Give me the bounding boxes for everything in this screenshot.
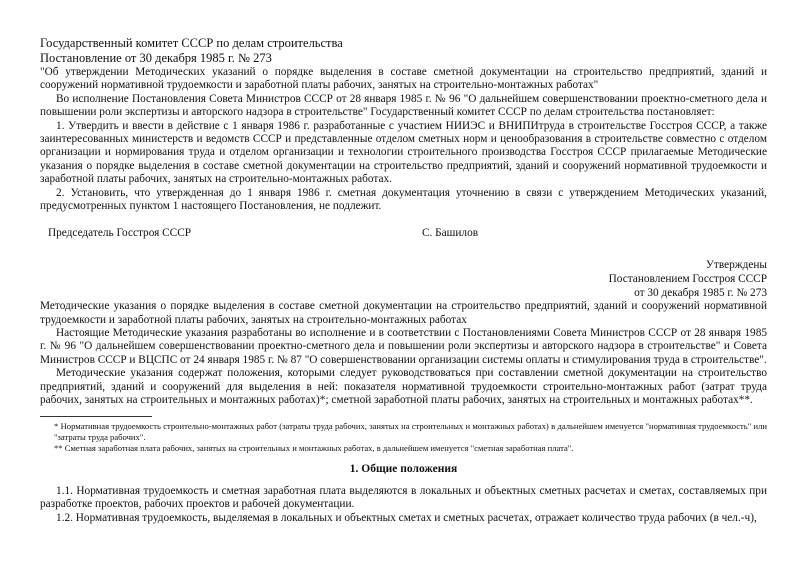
approval-block bbox=[40, 259, 767, 300]
signature-position: Председатель Госстроя СССР bbox=[48, 227, 192, 240]
org-name: Государственный комитет СССР по делам строительства bbox=[40, 36, 343, 50]
footnote-1: * Нормативная трудоемкость строительно-монтажных работ (затраты труда рабочих, занятых на строительных и монтажных работах) в дальнейшем именуется "нормативная трудоемкость" или "затраты труда рабочих". bbox=[54, 420, 767, 442]
decree-subject: "Об утверждении Методических указаний о порядке выделения в составе сметной документации на строительство предприятий, зданий и сооружений нормативной трудоемкости и заработной платы рабочих, занятых на строительно-монтажных работах" bbox=[40, 66, 767, 92]
signature-name: С. Башилов bbox=[422, 227, 479, 240]
section-1-paragraph-2: 1.2. Нормативная трудоемкость, выделяемая в локальных и объектных сметах и сметных расчетах, отражает количество труда рабочих (в чел.-ч), bbox=[56, 511, 757, 524]
section-1-title: 1. Общие положения bbox=[349, 462, 458, 475]
approval-line-3: от 30 декабря 1985 г. № 273 bbox=[634, 286, 767, 299]
section-1-paragraph-1: 1.1. Нормативная трудоемкость и сметная заработная плата выделяются в локальных и объектных сметных расчетах и сметах, составляемых при разработке проектов, рабочих проектов и рабочей документации. bbox=[40, 484, 767, 511]
preamble: Во исполнение Постановления Совета Министров СССР от 28 января 1985 г. № 96 "О дальнейшем совершенствовании проектно-сметного дела и повышении роли экспертизы и авторского надзора в строительстве" Государственный комитет СССР по делам строительства постановляет: bbox=[40, 92, 767, 119]
footnote-2: ** Сметная заработная плата рабочих, занятых на строительных и монтажных работах, в дальнейшем именуется "сметная заработная плата". bbox=[54, 442, 574, 453]
item-2: 2. Установить, что утвержденная до 1 января 1986 г. сметная документация уточнению в связи с утверждением Методических указаний, предусмотренных пунктом 1 настоящего Постановления, не подлежит. bbox=[40, 186, 767, 213]
approval-line-1: Утверждены bbox=[705, 259, 767, 272]
approval-line-2: Постановлением Госстроя СССР bbox=[608, 273, 767, 286]
item-1: 1. Утвердить и ввести в действие с 1 января 1986 г. разработанные с участием НИИЭС и ВНИПИтруда в строительстве Госстроя СССР, а также заинтересованных министерств и ведомств СССР и представленные отделом сметных норм и ценообразования в строительстве совместно с отделом организации и нормирования труда и отделом организации и технологии строительного производства Госстроя СССР прилагаемые Методические указания о порядке выделения в составе сметной документации на строительство предприятий, зданий и сооружений нормативной трудоемкости и заработной платы рабочих, занятых на строительно-монтажных работах. bbox=[40, 119, 767, 186]
signature-row bbox=[40, 227, 767, 241]
decree-title: Постановление от 30 декабря 1985 г. № 273 bbox=[40, 51, 272, 65]
footnote-divider bbox=[40, 416, 152, 417]
guidelines-title: Методические указания о порядке выделения в составе сметной документации на строительство предприятий, зданий и сооружений нормативной трудоемкости и заработной платы рабочих, занятых на строительно-монтажных работах bbox=[40, 300, 767, 326]
guidelines-paragraph-2: Методические указания содержат положения, которыми следует руководствоваться при составлении сметной документации на строительство предприятий, зданий и сооружений для выделения в ней: показателя нормативной трудоемкости строительно-монтажных работ (затрат труда рабочих, занятых на строительных и монтажных работах)*; сметной заработной платы рабочих, занятых на строительных и монтажных работах**. bbox=[40, 367, 767, 407]
guidelines-paragraph-1: Настоящие Методические указания разработаны во исполнение и в соответствии с Постановлениями Совета Министров СССР от 28 января 1985 г. № 96 "О дальнейшем совершенствовании проектно-сметного дела и повышении роли экспертизы и авторского надзора в строительстве" и Совета Министров СССР и ВЦСПС от 24 января 1985 г. № 87 "О совершенствовании организации системы оплаты и стимулирования труда в строительстве". bbox=[40, 327, 767, 366]
